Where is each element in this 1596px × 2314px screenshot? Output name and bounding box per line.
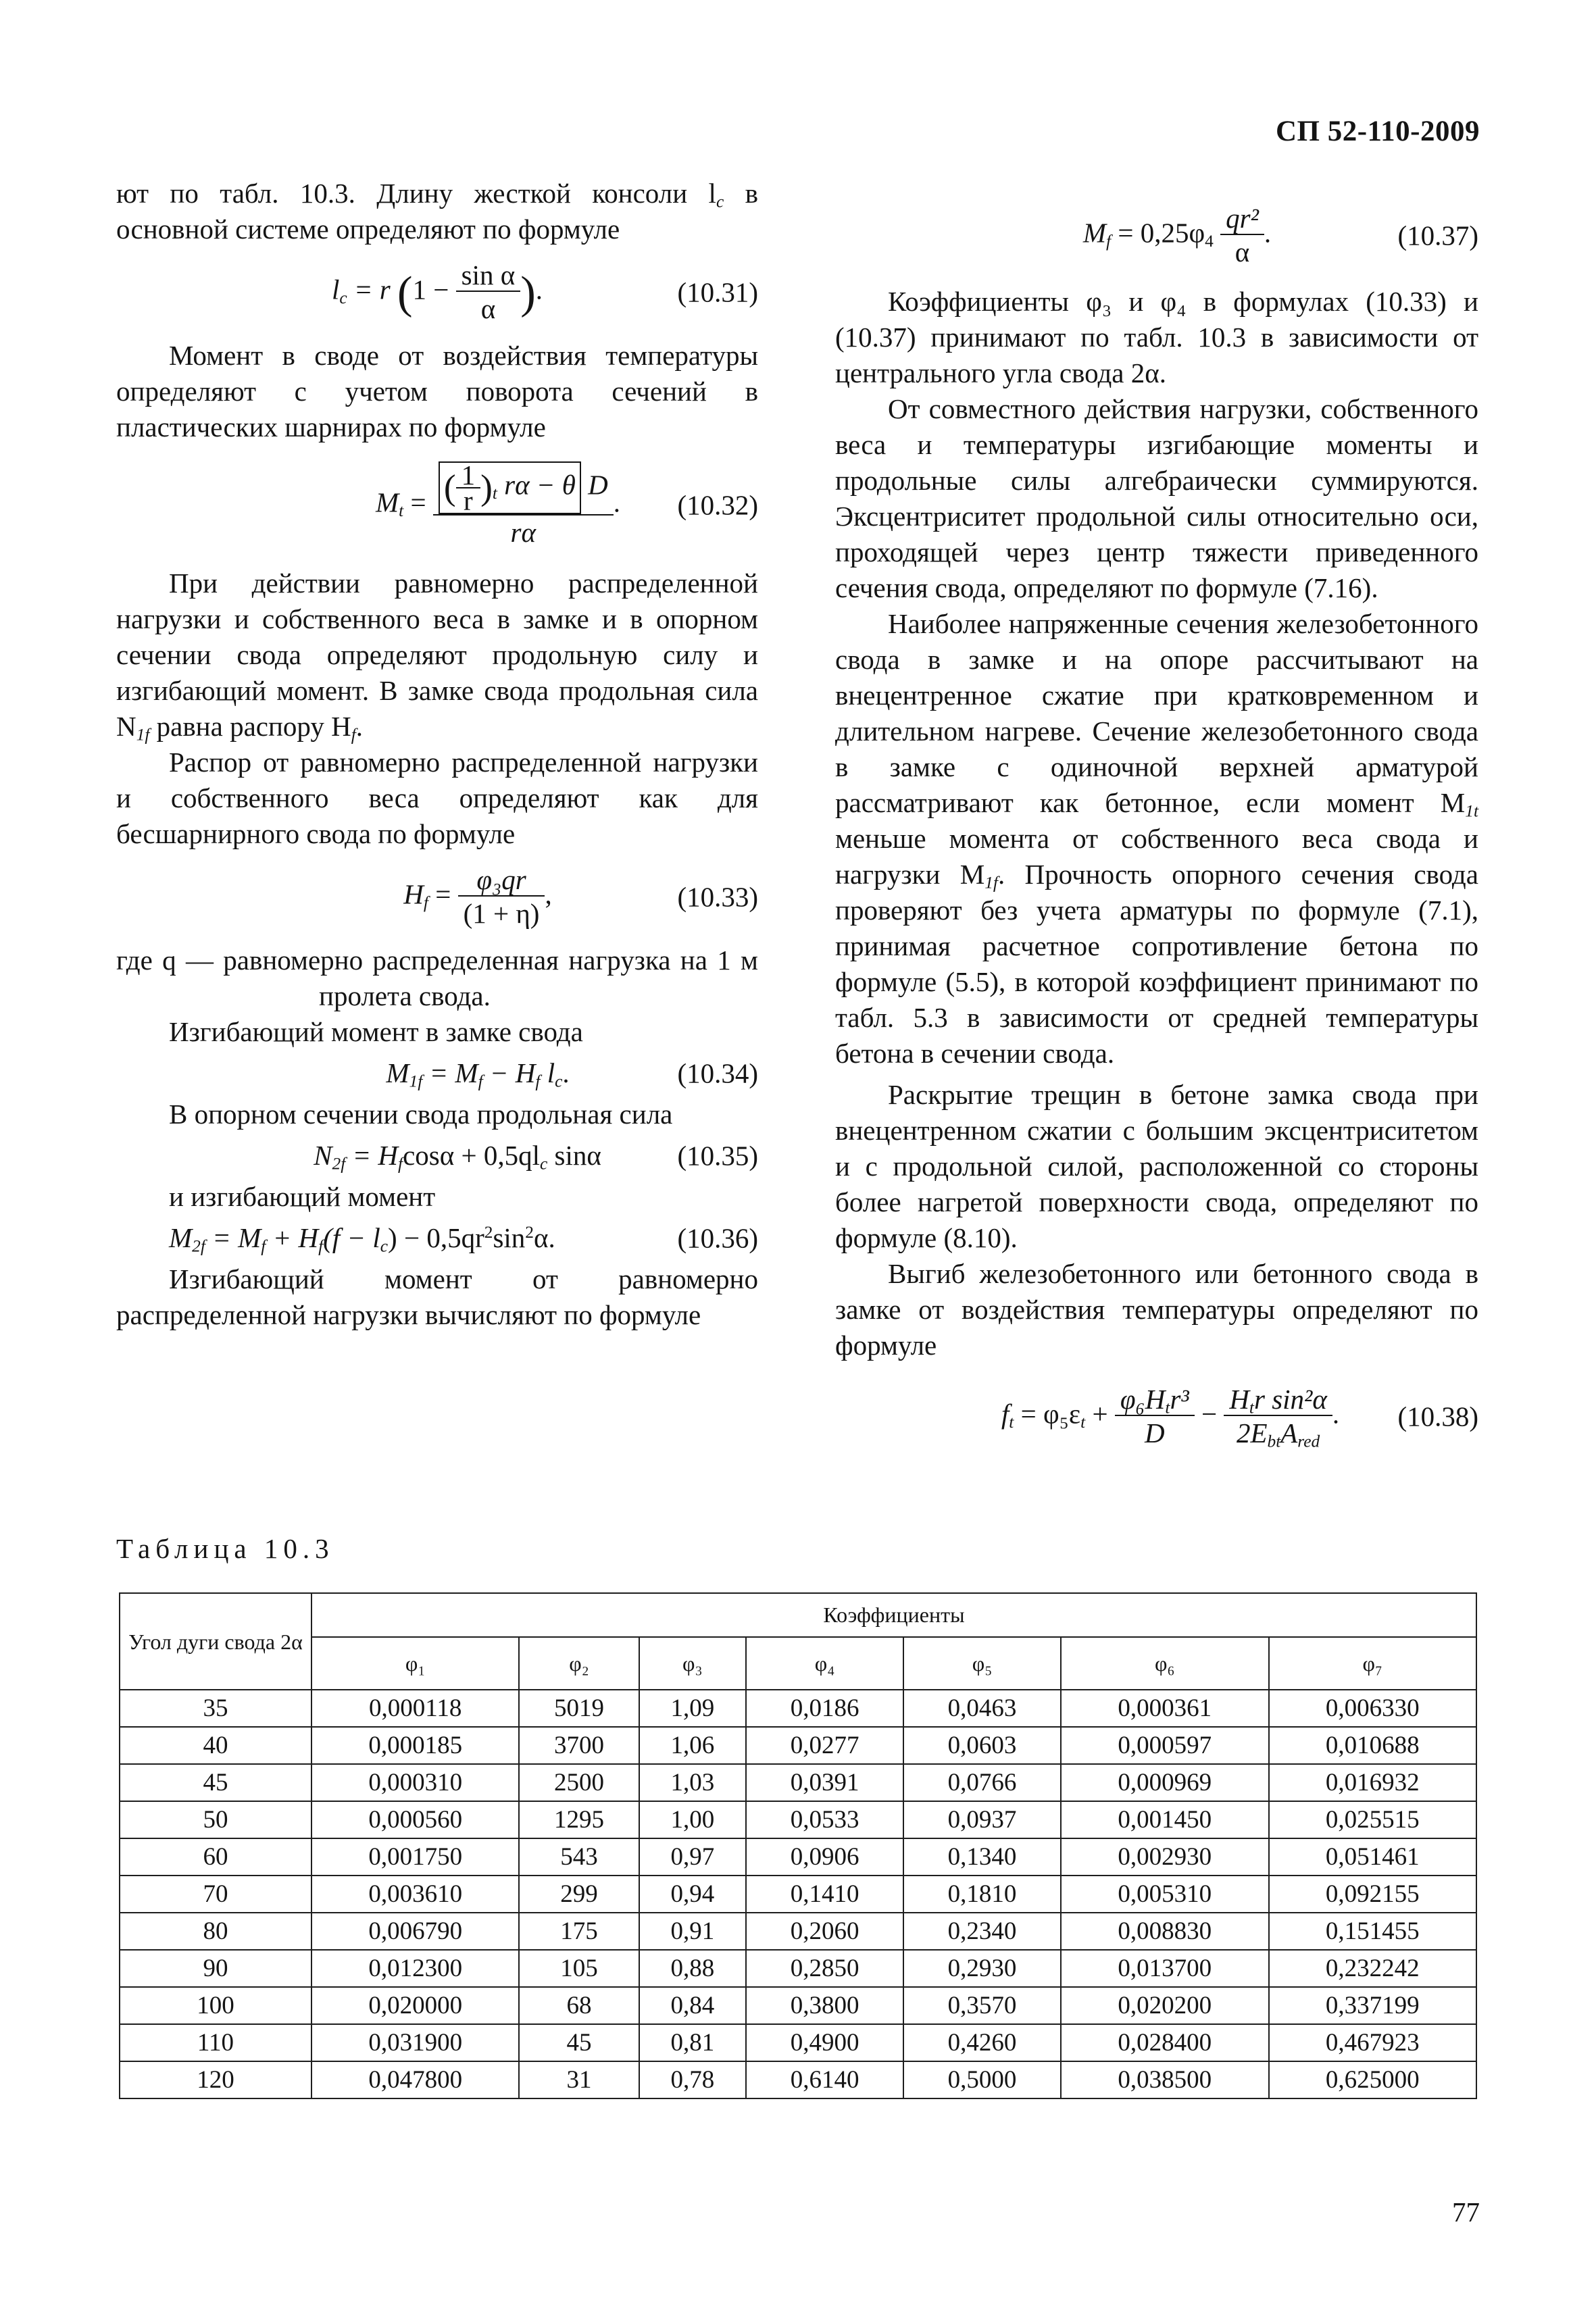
- subscript: f: [398, 1154, 403, 1174]
- table-row: [120, 1690, 1476, 1727]
- coefficients-table: [119, 1592, 1477, 2099]
- table-cell: 0,3800: [746, 1987, 903, 2024]
- header-group: Коэффициенты: [311, 1593, 1476, 1637]
- paragraph: Раскрытие трещин в бетоне замка свода при внецентренном сжатии с большим эксцентриситетом и с продольной силой, расположенной со стороны более нагретой поверхности свода, определяют по формуле (8.10).: [835, 1079, 1478, 1253]
- table-cell: 1295: [519, 1801, 639, 1838]
- table-cell: 0,000560: [311, 1801, 519, 1838]
- table-cell: 90: [120, 1950, 311, 1987]
- formula-10-32: $M_t$ = ( $\frac{1}{r}$ )$_t$ rα − θ D rα . (10.32): [375, 459, 758, 548]
- subscript: 1t: [1465, 801, 1478, 821]
- document-header: СП 52-110-2009: [1275, 116, 1480, 147]
- table-row: [120, 1950, 1476, 1987]
- subscript: f: [423, 892, 428, 912]
- paragraph: Изгибающий момент от равномерно распределенной нагрузки вычисляют по формуле: [116, 1263, 758, 1330]
- table-row: [120, 2061, 1476, 2098]
- formula-10-37: $M_f = 0,25\varphi_4$ $\frac{\text{qr²}}{\alpha}$ . (10.37): [1082, 203, 1478, 268]
- paragraph: Момент в своде от воздействия температуры определяют с учетом поворота сечений в пластических шарнирах по формуле: [116, 340, 758, 443]
- table-cell: 0,000969: [1061, 1764, 1268, 1801]
- table-cell: 0,5000: [903, 2061, 1061, 2098]
- subscript: c: [555, 1072, 563, 1091]
- table-cell: 0,0391: [746, 1764, 903, 1801]
- formula-text: + H: [266, 1222, 319, 1253]
- table-row: [120, 1838, 1476, 1876]
- table-cell: 0,038500: [1061, 2061, 1268, 2098]
- table-cell: 0,0463: [903, 1690, 1061, 1727]
- superscript: 2: [525, 1223, 534, 1242]
- table-body: [120, 1690, 1476, 2098]
- table-cell: 0,051461: [1269, 1838, 1477, 1876]
- subscript: 2f: [332, 1154, 346, 1174]
- table-cell: 0,092155: [1269, 1876, 1477, 1913]
- header-cell: φ₇: [1269, 1637, 1477, 1690]
- formula-text: − H: [482, 1057, 536, 1088]
- superscript: 2: [484, 1223, 493, 1242]
- subscript: bt: [1267, 1432, 1281, 1451]
- formula-text: rα − θ: [497, 469, 576, 501]
- page-number: 77: [1452, 2196, 1480, 2228]
- table-cell: 0,0766: [903, 1764, 1061, 1801]
- table-cell: 299: [519, 1876, 639, 1913]
- table-cell: 80: [120, 1913, 311, 1950]
- formula-text: A: [1280, 1417, 1298, 1449]
- table-cell: 0,78: [639, 2061, 747, 2098]
- header-corner: Угол дуги свода 2α: [120, 1593, 311, 1690]
- formula-text: f: [1001, 1398, 1009, 1430]
- denominator: (1 + η): [463, 898, 540, 929]
- formula-text: = φ₅ε: [1014, 1398, 1081, 1430]
- right-column: [835, 176, 1478, 1470]
- table-cell: 1,03: [639, 1764, 747, 1801]
- formula-text: M: [386, 1057, 409, 1088]
- subscript: f: [478, 1072, 483, 1091]
- table-cell: 31: [519, 2061, 639, 2098]
- formula-10-34: [116, 1055, 758, 1091]
- numerator: [1224, 1384, 1332, 1416]
- table-cell: 0,2850: [746, 1950, 903, 1987]
- formula-10-36: [116, 1220, 758, 1256]
- subscript: f: [261, 1236, 266, 1256]
- formula-text: (f − l: [323, 1222, 380, 1253]
- text: равна распору H: [149, 711, 351, 742]
- subscript: f: [535, 1072, 541, 1091]
- subscript: t: [1080, 1412, 1086, 1432]
- formula-text: D: [580, 469, 608, 501]
- formula-text: 1 −: [412, 274, 456, 305]
- formula-text: .: [562, 1057, 570, 1088]
- formula-text: = H: [345, 1140, 399, 1171]
- subscript: t: [399, 501, 404, 520]
- paragraph: От совместного действия нагрузки, собственного веса и температуры изгибающие моменты и продольные силы алгебраически суммируются. Эксцентриситет продольной силы относительно оси, проходящей через центр тяжести приведенного сечения свода, определяют по формуле (7.16).: [835, 393, 1478, 603]
- table-row: [120, 1727, 1476, 1764]
- formula-text: sinα: [547, 1140, 601, 1171]
- formula-number: (10.32): [677, 489, 758, 521]
- table-cell: 0,006790: [311, 1913, 519, 1950]
- table-cell: 0,001450: [1061, 1801, 1268, 1838]
- table-cell: 100: [120, 1987, 311, 2024]
- header-cell: φ₅: [903, 1637, 1061, 1690]
- table-cell: 0,3570: [903, 1987, 1061, 2024]
- formula-number: (10.35): [677, 1140, 758, 1171]
- table-cell: 2500: [519, 1764, 639, 1801]
- table-cell: 0,2930: [903, 1950, 1061, 1987]
- paragraph: Изгибающий момент в замке свода: [169, 1016, 583, 1047]
- formula-10-33: $H_f$ = $\frac{\text{φ₃qr}}{(1 + \eta)}$ , (10.33): [403, 864, 758, 929]
- table-cell: 0,467923: [1269, 2024, 1477, 2061]
- formula-text: = 0,25φ: [1111, 217, 1205, 249]
- table-caption: Таблица 10.3: [116, 1533, 334, 1564]
- formula-number: (10.37): [1397, 220, 1478, 251]
- table-row: [120, 1764, 1476, 1801]
- table-cell: 0,013700: [1061, 1950, 1268, 1987]
- table-cell: 0,337199: [1269, 1987, 1477, 2024]
- formula-text: ) − 0,5qr: [388, 1222, 484, 1253]
- table-cell: 0,84: [639, 1987, 747, 2024]
- subscript: c: [540, 1154, 548, 1174]
- table-cell: 110: [120, 2024, 311, 2061]
- table-cell: 120: [120, 2061, 311, 2098]
- table-cell: 0,020000: [311, 1987, 519, 2024]
- formula-text: = M: [205, 1222, 261, 1253]
- subscript: t: [1165, 1398, 1170, 1417]
- paragraph: В опорном сечении свода продольная сила: [169, 1099, 673, 1130]
- formula-text: M: [375, 486, 399, 518]
- table-cell: 1,06: [639, 1727, 747, 1764]
- subscript: f: [318, 1236, 324, 1256]
- formula-text: −: [1194, 1398, 1224, 1430]
- table-cell: 0,4900: [746, 2024, 903, 2061]
- table-cell: 0,1340: [903, 1838, 1061, 1876]
- table-cell: 45: [120, 1764, 311, 1801]
- formula-text: M: [1082, 217, 1107, 249]
- paragraph: Выгиб железобетонного или бетонного свода в замке от воздействия температуры определяют по формуле: [835, 1258, 1478, 1361]
- table-cell: 1,00: [639, 1801, 747, 1838]
- paragraph: [116, 565, 758, 745]
- formula-text: r sin²α: [1253, 1384, 1327, 1415]
- table-cell: 0,232242: [1269, 1950, 1477, 1987]
- table-cell: 0,025515: [1269, 1801, 1477, 1838]
- table-cell: 70: [120, 1876, 311, 1913]
- formula-10-31: $l_c = r$ (1 − $\frac{\text{sin α}}{\alpha}$ ). (10.31): [331, 259, 758, 324]
- formula-text: 2E: [1236, 1417, 1268, 1449]
- table-cell: 0,1810: [903, 1876, 1061, 1913]
- formula-text: = r: [347, 274, 391, 305]
- table-cell: 0,000597: [1061, 1727, 1268, 1764]
- subscript: 2f: [192, 1236, 205, 1256]
- table-row: [120, 1876, 1476, 1913]
- table-row: [120, 1801, 1476, 1838]
- table-cell: 0,047800: [311, 2061, 519, 2098]
- table-cell: 0,020200: [1061, 1987, 1268, 2024]
- inner-fraction: [456, 459, 481, 516]
- table-cell: 0,625000: [1269, 2061, 1477, 2098]
- table-cell: 0,008830: [1061, 1913, 1268, 1950]
- subscript: t: [1249, 1398, 1254, 1417]
- text: в основной системе определяют по формуле: [116, 178, 758, 245]
- subscript: t: [492, 483, 497, 503]
- subscript: 4: [1205, 231, 1214, 251]
- denominator: rα: [510, 517, 537, 548]
- formula-number: (10.31): [677, 276, 758, 308]
- formula-number: (10.33): [677, 881, 758, 913]
- header-cell: φ₃: [639, 1637, 747, 1690]
- header-cell: φ₄: [746, 1637, 903, 1690]
- bracket-group: ( $\frac{1}{r}$ )$_t$ rα − θ: [439, 461, 581, 514]
- formula-number: (10.36): [677, 1222, 758, 1253]
- denominator: [1224, 1416, 1332, 1450]
- paragraph: [835, 606, 1478, 1072]
- header-cell: φ₆: [1061, 1637, 1268, 1690]
- formula-text: H: [403, 878, 424, 910]
- table-cell: 60: [120, 1838, 311, 1876]
- table-cell: 0,028400: [1061, 2024, 1268, 2061]
- formula-text: l: [331, 274, 340, 305]
- table-cell: 0,012300: [311, 1950, 519, 1987]
- table-cell: 0,006330: [1269, 1690, 1477, 1727]
- numerator: 1: [456, 463, 481, 488]
- text: . Прочность опорного сечения свода проверяют без учета арматуры по формуле (7.1), принимая расчетное сопротивление бетона по формуле (5.5), в которой коэффициент принимают по табл. 5.3 в зависимости от средней температуры бетона в сечении свода.: [835, 859, 1478, 1069]
- fraction: [456, 259, 521, 326]
- table-row: [120, 1913, 1476, 1950]
- table-cell: 0,0186: [746, 1690, 903, 1727]
- formula-number: (10.38): [1397, 1401, 1478, 1432]
- text: ют по табл. 10.3. Длину жесткой консоли l: [116, 178, 716, 209]
- formula-10-35: [116, 1138, 758, 1174]
- numerator: [1115, 1384, 1195, 1416]
- header-cell: φ₂: [519, 1637, 639, 1690]
- paragraph: и изгибающий момент: [169, 1181, 436, 1212]
- formula-text: N: [314, 1140, 332, 1171]
- formula-text: r³: [1170, 1384, 1189, 1415]
- fraction: [1224, 1384, 1332, 1450]
- fraction: [1115, 1384, 1195, 1450]
- table-cell: 0,88: [639, 1950, 747, 1987]
- subscript: t: [1009, 1412, 1014, 1432]
- table-cell: 0,2340: [903, 1913, 1061, 1950]
- numerator: sin α: [456, 259, 521, 292]
- table-cell: 0,000185: [311, 1727, 519, 1764]
- table-cell: 45: [519, 2024, 639, 2061]
- table-cell: 40: [120, 1727, 311, 1764]
- formula-text: cosα + 0,5ql: [403, 1140, 540, 1171]
- subscript: c: [339, 288, 347, 307]
- table-cell: 5019: [519, 1690, 639, 1727]
- table-cell: 0,151455: [1269, 1913, 1477, 1950]
- formula-10-38: $f_t = \varphi_5\varepsilon_t$ + $\frac{\varphi_6H_tr^3}{D}$ − $\frac{H_tr \sin^2\alpha}{2E_{bt}A_{red}}$ . (10.38): [1001, 1384, 1478, 1451]
- table-cell: 35: [120, 1690, 311, 1727]
- numerator: [433, 461, 614, 515]
- formula-text: H: [1229, 1384, 1249, 1415]
- table-cell: 0,4260: [903, 2024, 1061, 2061]
- paragraph: где q — равномерно распределенная нагрузка на 1 м пролета свода.: [116, 945, 758, 1011]
- table-cell: 0,010688: [1269, 1727, 1477, 1764]
- table-cell: 0,0603: [903, 1727, 1061, 1764]
- table-cell: 0,81: [639, 2024, 747, 2061]
- subscript: c: [380, 1236, 389, 1256]
- table-cell: 0,91: [639, 1913, 747, 1950]
- table-cell: 0,002930: [1061, 1838, 1268, 1876]
- denominator: r: [463, 485, 473, 516]
- table-cell: 0,005310: [1061, 1876, 1268, 1913]
- table-cell: 68: [519, 1987, 639, 2024]
- formula-text: = M: [422, 1057, 478, 1088]
- numerator: qr²: [1220, 203, 1264, 235]
- table-cell: 0,000118: [311, 1690, 519, 1727]
- formula-text: M: [169, 1222, 193, 1253]
- paragraph: Коэффициенты φ₃ и φ₄ в формулах (10.33) и (10.37) принимают по табл. 10.3 в зависимости от центрального угла свода 2α.: [835, 286, 1478, 388]
- denominator: D: [1144, 1417, 1165, 1449]
- text: Наиболее напряженные сечения железобетонного свода в замке и на опоре рассчитывают на внецентренное сжатие при кратковременном и длительном нагреве. Сечение железобетонного свода в замке с одиночной верхней арматурой рассматривают как бетонное, если момент M: [835, 608, 1478, 818]
- formula-text: α.: [534, 1222, 555, 1253]
- table-header-row: [120, 1593, 1476, 1637]
- table-cell: 0,0277: [746, 1727, 903, 1764]
- table-cell: 0,0906: [746, 1838, 903, 1876]
- table-cell: 0,031900: [311, 2024, 519, 2061]
- table-subheader-row: [120, 1637, 1476, 1690]
- table-cell: 0,001750: [311, 1838, 519, 1876]
- subscript: f: [351, 725, 356, 745]
- subscript: 1f: [136, 725, 150, 745]
- table-cell: 0,000361: [1061, 1690, 1268, 1727]
- fraction: [433, 461, 614, 549]
- subscript: 1f: [409, 1072, 423, 1091]
- table-cell: 0,1410: [746, 1876, 903, 1913]
- left-column: [116, 176, 758, 1333]
- table-cell: 543: [519, 1838, 639, 1876]
- table-cell: 0,0937: [903, 1801, 1061, 1838]
- table-cell: 175: [519, 1913, 639, 1950]
- table-cell: 0,6140: [746, 2061, 903, 2098]
- subscript: f: [1106, 231, 1112, 251]
- subscript: c: [716, 192, 724, 211]
- numerator: φ₃qr: [458, 864, 545, 897]
- formula-text: sin: [493, 1222, 526, 1253]
- table-cell: 0,000310: [311, 1764, 519, 1801]
- table-cell: 0,016932: [1269, 1764, 1477, 1801]
- table-cell: 0,003610: [311, 1876, 519, 1913]
- formula-text: +: [1085, 1398, 1115, 1430]
- denominator: α: [480, 293, 496, 324]
- table-cell: 50: [120, 1801, 311, 1838]
- table-cell: 105: [519, 1950, 639, 1987]
- table-cell: 0,94: [639, 1876, 747, 1913]
- paragraph: Распор от равномерно распределенной нагрузки и собственного веса определяют как для бесшарнирного свода по формуле: [116, 747, 758, 849]
- header-cell: φ₁: [311, 1637, 519, 1690]
- table-cell: 0,97: [639, 1838, 747, 1876]
- paragraph: [116, 176, 758, 247]
- table-cell: 1,09: [639, 1690, 747, 1727]
- text: .: [355, 711, 364, 742]
- formula-text: l: [540, 1057, 555, 1088]
- denominator: α: [1235, 236, 1250, 268]
- table-row: [120, 2024, 1476, 2061]
- fraction: [1220, 203, 1264, 269]
- formula-text: φ₆H: [1120, 1384, 1166, 1415]
- table-row: [120, 1987, 1476, 2024]
- table-cell: 3700: [519, 1727, 639, 1764]
- fraction: [458, 864, 545, 930]
- text: меньше момента от собственного веса свода и нагрузки M: [835, 823, 1478, 890]
- formula-number: (10.34): [677, 1057, 758, 1088]
- subscript: red: [1297, 1432, 1320, 1451]
- table-cell: 0,0533: [746, 1801, 903, 1838]
- subscript: 1f: [984, 873, 998, 892]
- table-cell: 0,2060: [746, 1913, 903, 1950]
- text: При действии равномерно распределенной нагрузки и собственного веса в замке и в опорном сечении свода определяют продольную силу и изгибающий момент. В замке свода продольная сила N: [116, 568, 758, 742]
